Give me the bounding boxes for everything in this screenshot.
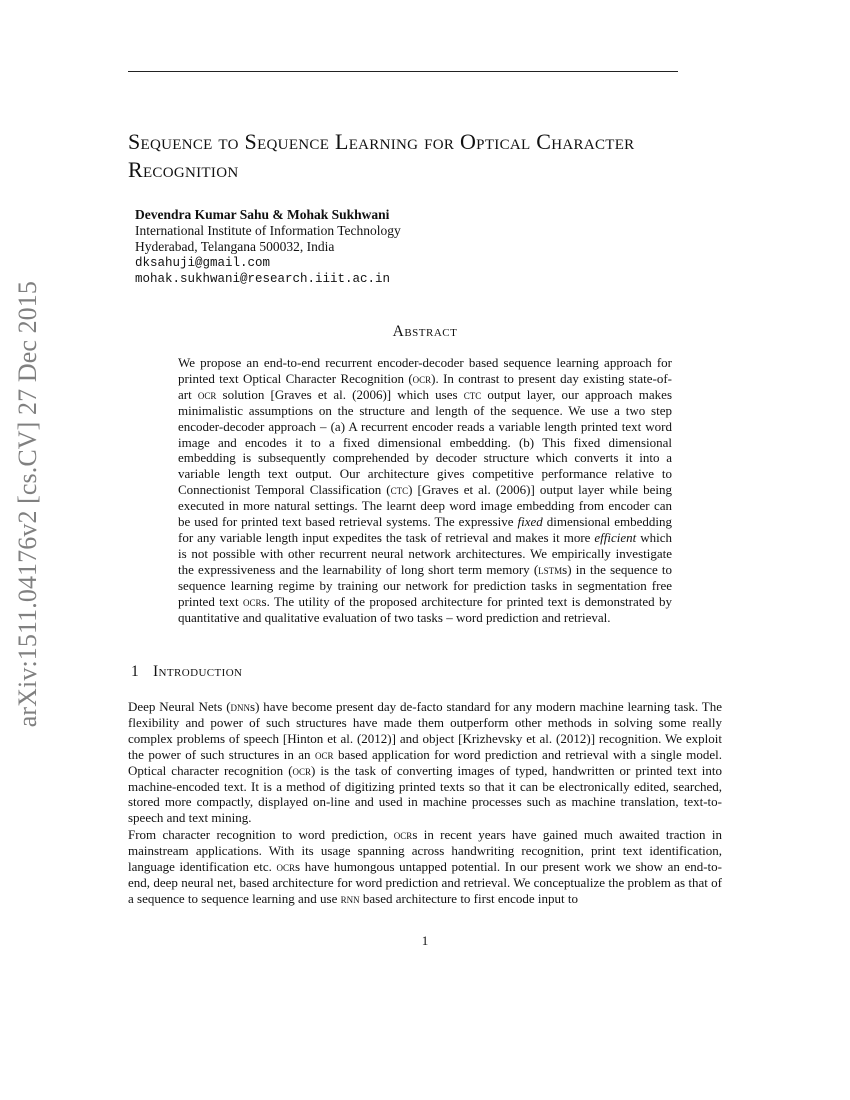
author-email-1[interactable]: dksahuji@gmail.com bbox=[135, 256, 271, 270]
abstract-heading: Abstract bbox=[392, 323, 458, 340]
acronym: ocr bbox=[197, 386, 217, 402]
introduction-paragraph-1: Deep Neural Nets (dnns) have become present day de-facto standard for any modern machine learning task. The flexibility and power of such structures have made them outperform other methods in solving some really complex problems of speech [Hinton et al. (2012)] and object [Krizhevsky et al. (2012)] recognition. We exploit the power of such structures in an ocr based application for word prediction and retrieval with a single model. Optical character recognition (ocr) is the task of converting images of typed, handwritten or printed text into machine-encoded text. It is a method of digitizing printed texts so that it can be electronically edited, searched, stored more compactly, displayed on-line and used in machine processes such as machine translation, text-to-speech and text mining. bbox=[128, 699, 722, 826]
acronym: ctc bbox=[463, 386, 482, 402]
emphasis: efficient bbox=[594, 529, 637, 545]
author-email-2[interactable]: mohak.sukhwani@research.iiit.ac.in bbox=[135, 272, 391, 286]
author-block bbox=[135, 207, 635, 287]
arxiv-stamp-text: arXiv:1511.04176v2 [cs.CV] 27 Dec 2015 bbox=[13, 280, 42, 728]
paper-title: Sequence to Sequence Learning for Optical Character Recognition bbox=[128, 129, 635, 182]
acronym: ocr bbox=[243, 593, 262, 609]
acronym: lstm bbox=[538, 561, 563, 577]
acronym: ctc bbox=[390, 482, 409, 498]
introduction-paragraph-2: From character recognition to word prediction, ocrs in recent years have gained much awaited traction in mainstream applications. With its usage spanning across handwriting recognition, print text identification, language identification etc. ocrs have humongous untapped potential. In our present work we show an end-to-end, deep neural net, based architecture for word prediction and retrieval. We conceptualize the problem as that of a sequence to sequence learning and use rnn based architecture to first encode input to bbox=[128, 827, 722, 906]
author-institute: International Institute of Information Technology bbox=[135, 223, 401, 238]
top-rule bbox=[128, 71, 678, 72]
author-names: Devendra Kumar Sahu & Mohak Sukhwani bbox=[135, 207, 390, 222]
section-number: 1 bbox=[131, 663, 140, 680]
section-heading-introduction bbox=[131, 663, 242, 681]
acronym: ocr bbox=[393, 827, 413, 842]
acronym: rnn bbox=[340, 890, 360, 906]
abstract-body: We propose an end-to-end recurrent encoder-decoder based sequence learning approach for printed text Optical Character Recognition (ocr). In contrast to present day existing state-of-art ocr solution [Graves et al. (2006)] which uses ctc output layer, our approach makes minimalistic assumptions on the structure and length of the sequence. We use a two step encoder-decoder approach – (a) A recurrent encoder reads a variable length printed text word image and encodes it to a fixed dimensional embedding. (b) This fixed dimensional embedding is subsequently comprehended by decoder structure which converts it into a variable length text output. Our architecture gives competitive performance relative to Connectionist Temporal Classification (ctc) [Graves et al. (2006)] output layer while being executed in more natural settings. The learnt deep word image embedding from encoder can be used for printed text based retrieval systems. The expressive fixed dimensional embedding for any variable length input expedites the task of retrieval and makes it more efficient which is not possible with other recurrent neural network architectures. We empirically investigate the expressiveness and the learnability of long short term memory (lstms) in the sequence to sequence learning regime by training our network for prediction tasks in segmentation free printed text ocrs. The utility of the proposed architecture for printed text is demonstrated by quantitative and qualitative evaluation of two tasks – word prediction and retrieval. bbox=[178, 355, 673, 625]
acronym: ocr bbox=[292, 762, 312, 778]
emphasis: fixed bbox=[517, 514, 543, 530]
arxiv-stamp bbox=[7, 280, 49, 728]
acronym: ocr bbox=[412, 370, 432, 386]
section-title: Introduction bbox=[153, 663, 243, 680]
page-number: 1 bbox=[421, 933, 429, 948]
author-address: Hyderabad, Telangana 500032, India bbox=[135, 239, 335, 254]
acronym: ocr bbox=[315, 746, 334, 762]
acronym: dnn bbox=[230, 699, 251, 714]
acronym: ocr bbox=[276, 858, 296, 874]
